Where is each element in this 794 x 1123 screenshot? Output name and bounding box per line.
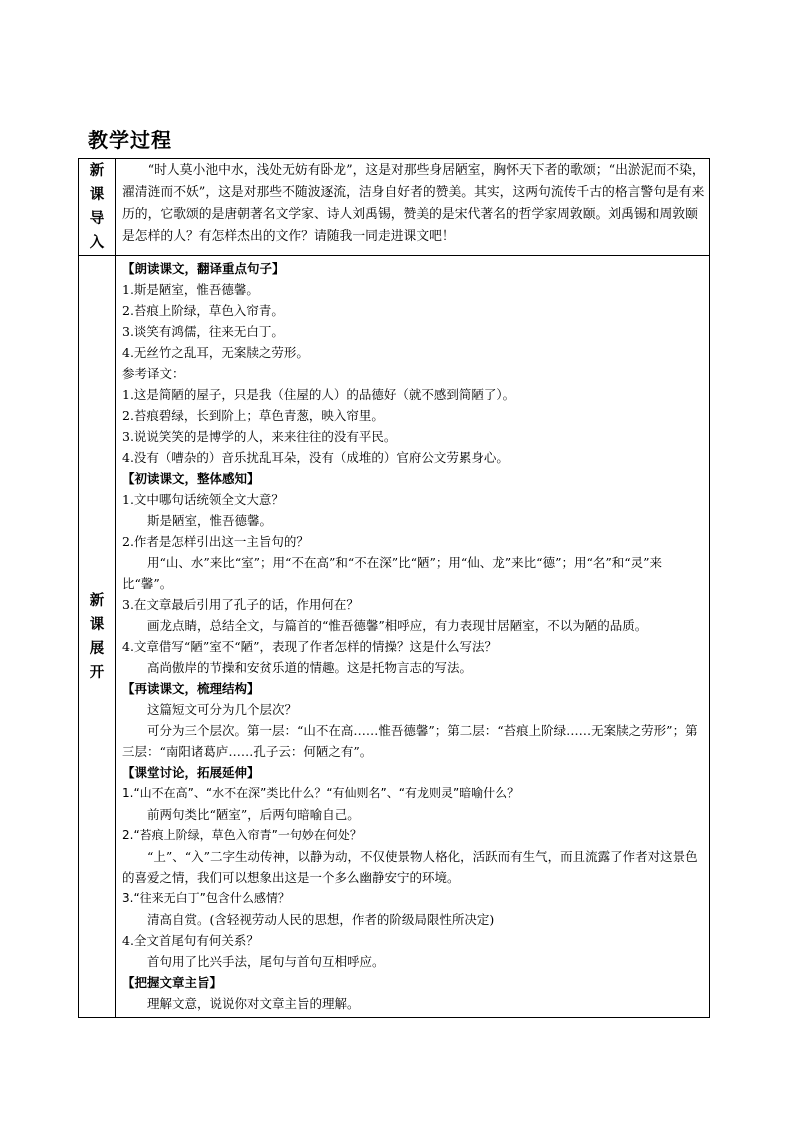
intro-label-char: 入 <box>89 235 105 251</box>
intro-label-char: 导 <box>89 211 105 227</box>
question: 1.文中哪句话统领全文大意？ <box>122 492 284 507</box>
theme-text: 理解文意，说说你对文章主旨的理解。 <box>147 996 360 1011</box>
reference-item: 3.说说笑笑的是博学的人，来来往往的没有平民。 <box>122 429 397 444</box>
intro-label-char: 课 <box>89 187 105 203</box>
reference-item: 2.苔痕碧绿，长到阶上；草色青葱，映入帘里。 <box>122 408 384 423</box>
main-label-char: 展 <box>89 640 105 657</box>
intro-label-char: 新 <box>89 163 105 179</box>
main-row <box>79 256 710 1018</box>
main-label-char: 新 <box>89 592 105 609</box>
section-title-overview: 【初读课文，整体感知】 <box>122 471 260 486</box>
question: 这篇短文可分为几个层次？ <box>147 702 298 717</box>
question: 2.作者是怎样引出这一主旨句的？ <box>122 534 309 549</box>
answer: 前两句类比“陋室”，后两句暗喻自己。 <box>147 807 360 822</box>
answer: 高尚傲岸的节操和安贫乐道的情趣。这是托物言志的写法。 <box>147 660 473 675</box>
list-item: 3.谈笑有鸿儒，往来无白丁。 <box>122 324 284 339</box>
reference-item: 1.这是简陋的屋子，只是我（住屋的人）的品德好（就不感到简陋了）。 <box>122 387 516 402</box>
question: 3.在文章最后引用了孔子的话，作用何在？ <box>122 597 359 612</box>
question: 4.全文首尾句有何关系？ <box>122 933 259 948</box>
main-content <box>116 256 710 1018</box>
answer: 用“山、水”来比“室”；用“不在高”和“不在深”比“陋”；用“仙、龙”来比“德”；用“名”和“灵”来比“馨”。 <box>122 555 663 591</box>
intro-text: “时人莫小池中水，浅处无妨有卧龙”，这是对那些身居陋室，胸怀天下者的歌颂；“出淤泥而不染，濯清涟而不妖”，这是对那些不随波逐流，洁身自好者的赞美。其实，这两句流传千古的格言警句是有来历的，它歌颂的是唐朝著名文学家、诗人刘禹锡，赞美的是宋代著名的哲学家周敦颐。刘禹锡和周敦颐是怎样的人？有怎样杰出的文作？请随我一同走进课文吧！ <box>122 163 705 244</box>
answer: 画龙点睛，总结全文，与篇首的“惟吾德馨”相呼应，有力表现甘居陋室，不以为陋的品质。 <box>147 618 648 633</box>
section-title-discussion: 【课堂讨论，拓展延伸】 <box>122 765 260 780</box>
answer: 清高自赏。(含轻视劳动人民的思想，作者的阶级局限性所决定) <box>147 912 495 927</box>
intro-row <box>79 159 710 256</box>
section-title-structure: 【再读课文，梳理结构】 <box>122 681 260 696</box>
reference-item: 4.没有（嘈杂的）音乐扰乱耳朵，没有（成堆的）官府公文劳累身心。 <box>122 450 509 465</box>
teaching-process-table <box>78 158 710 1018</box>
question: 3.“往来无白丁”包含什么感情？ <box>122 891 290 905</box>
main-label-char: 开 <box>89 664 105 681</box>
answer: 首句用了比兴手法，尾句与首句互相呼应。 <box>147 954 385 969</box>
question: 2.“苔痕上阶绿，草色入帘青”一句妙在何处？ <box>122 828 362 842</box>
section-title-translate: 【朗读课文，翻译重点句子】 <box>122 261 285 276</box>
main-label <box>79 256 116 1018</box>
section-title-theme: 【把握文章主旨】 <box>122 975 223 990</box>
answer: 可分为三个层次。第一层：“山不在高……惟吾德馨”；第二层：“苔痕上阶绿……无案牍之劳形”；第三层：“南阳诸葛庐……孔子云：何陋之有”。 <box>122 723 698 759</box>
answer: 斯是陋室，惟吾德馨。 <box>147 513 273 528</box>
question: 1.“山不在高”、“水不在深”类比什么？“有仙则名”、“有龙则灵”暗喻什么？ <box>122 786 520 800</box>
main-label-char: 课 <box>89 616 105 633</box>
question: 4.文章借写“陋”室不“陋”，表现了作者怎样的情操？这是什么写法？ <box>122 639 497 654</box>
list-item: 2.苔痕上阶绿，草色入帘青。 <box>122 303 284 318</box>
intro-content <box>116 159 710 256</box>
reference-label: 参考译文： <box>122 366 185 381</box>
intro-label <box>79 159 116 256</box>
page-heading: 教学过程 <box>88 128 172 152</box>
list-item: 1.斯是陋室，惟吾德馨。 <box>122 282 259 297</box>
answer: “上”、“入”二字生动传神，以静为动，不仅使景物人格化，活跃而有生气，而且流露了作者对这景色的喜爱之情，我们可以想象出这是一个多么幽静安宁的环境。 <box>122 849 698 885</box>
list-item: 4.无丝竹之乱耳，无案牍之劳形。 <box>122 345 309 360</box>
